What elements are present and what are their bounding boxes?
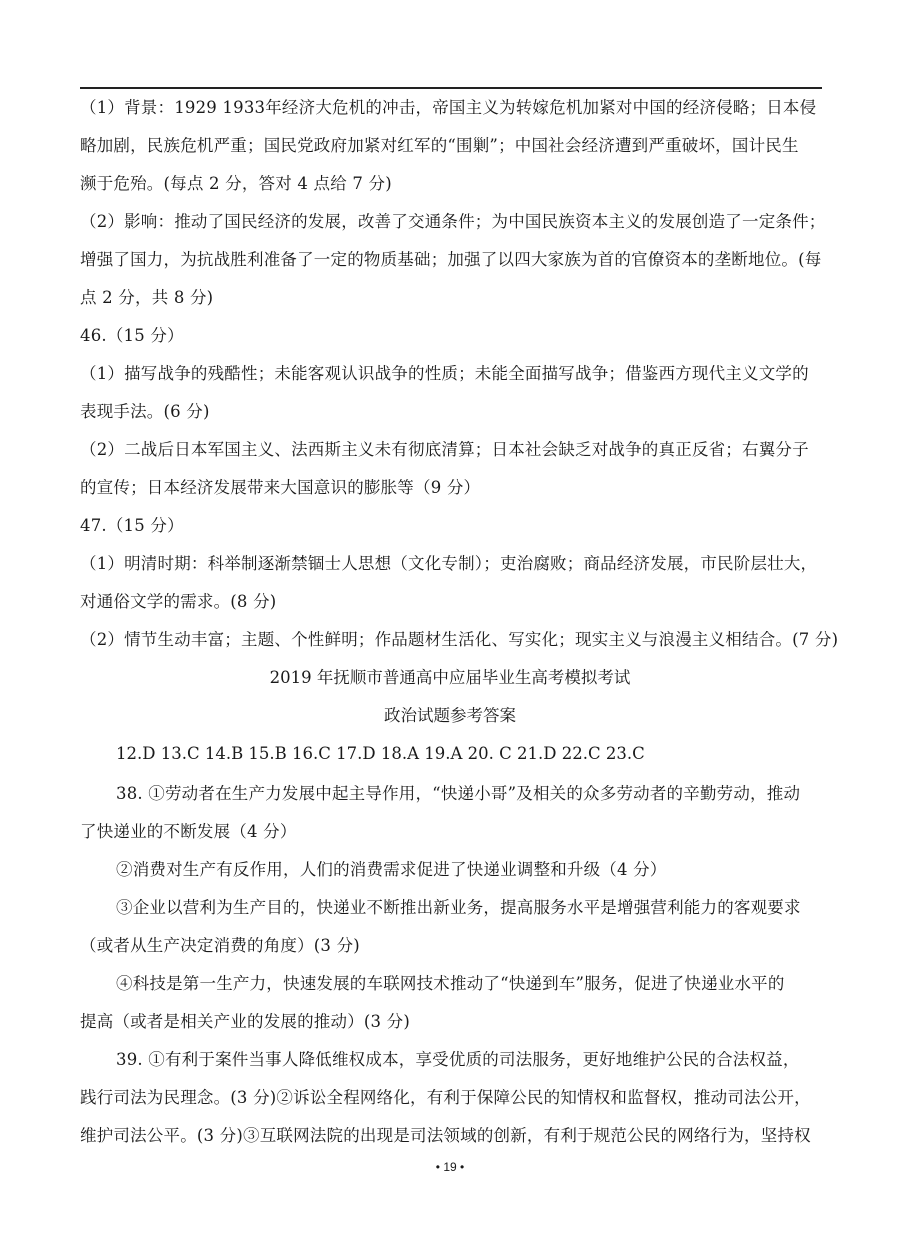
text-line: （2）情节生动丰富；主题、个性鲜明；作品题材生活化、写实化；现实主义与浪漫主义相结合。(7 分) — [80, 630, 839, 649]
multiple-choice-answers: 12.D 13.C 14.B 15.B 16.C 17.D 18.A 19.A 20. C 21.D 22.C 23.C — [116, 744, 645, 763]
text-line: 提高（或者是相关产业的发展的推动）(3 分) — [80, 1012, 411, 1031]
page-number: • 19 • — [435, 1160, 465, 1174]
text-line: 点 2 分，共 8 分) — [80, 288, 214, 307]
text-line: 的宣传；日本经济发展带来大国意识的膨胀等（9 分） — [80, 478, 481, 497]
text-line: ④科技是第一生产力，快速发展的车联网技术推动了“快递到车”服务，促进了快递业水平的 — [116, 974, 785, 993]
text-line: （或者从生产决定消费的角度）(3 分) — [80, 936, 360, 955]
text-line: 维护司法公平。(3 分)③互联网法院的出现是司法领域的创新，有利于规范公民的网络行为，坚持权 — [80, 1126, 811, 1145]
question-heading: 46.（15 分） — [80, 326, 184, 345]
text-line: （1）描写战争的残酷性；未能客观认识战争的性质；未能全面描写战争；借鉴西方现代主义文学的 — [80, 364, 809, 383]
text-line: 对通俗文学的需求。(8 分) — [80, 592, 277, 611]
text-line: ②消费对生产有反作用，人们的消费需求促进了快递业调整和升级（4 分） — [116, 860, 667, 879]
text-line: 增强了国力，为抗战胜利准备了一定的物质基础；加强了以四大家族为首的官僚资本的垄断地位。(每 — [80, 250, 822, 269]
text-line: 表现手法。(6 分) — [80, 402, 210, 421]
answer-key-title: 政治试题参考答案 — [384, 706, 516, 725]
exam-title: 2019 年抚顺市普通高中应届毕业生高考模拟考试 — [269, 668, 631, 687]
text-line: 39. ①有利于案件当事人降低维权成本，享受优质的司法服务，更好地维护公民的合法权益， — [116, 1050, 800, 1069]
text-line: （2）二战后日本军国主义、法西斯主义未有彻底清算；日本社会缺乏对战争的真正反省；右翼分子 — [80, 440, 809, 459]
text-line: 濒于危殆。(每点 2 分，答对 4 点给 7 分) — [80, 174, 392, 193]
question-heading: 47.（15 分） — [80, 516, 184, 535]
text-line: 略加剧，民族危机严重；国民党政府加紧对红军的“围剿”；中国社会经济遭到严重破坏，国计民生 — [80, 136, 799, 155]
text-line: 了快递业的不断发展（4 分） — [80, 822, 297, 841]
text-line: 38. ①劳动者在生产力发展中起主导作用，“快递小哥”及相关的众多劳动者的辛勤劳动，推动 — [116, 784, 801, 803]
header-rule — [80, 87, 822, 89]
text-line: 践行司法为民理念。(3 分)②诉讼全程网络化，有利于保障公民的知情权和监督权，推动司法公开， — [80, 1088, 811, 1107]
text-line: ③企业以营利为生产目的，快递业不断推出新业务，提高服务水平是增强营利能力的客观要求 — [116, 898, 801, 917]
text-line: （1）明清时期：科举制逐渐禁锢士人思想（文化专制）；吏治腐败；商品经济发展，市民阶层壮大， — [80, 554, 818, 573]
text-line: （2）影响：推动了国民经济的发展，改善了交通条件；为中国民族资本主义的发展创造了一定条件； — [80, 212, 826, 231]
text-line: （1）背景：1929 1933年经济大危机的冲击，帝国主义为转嫁危机加紧对中国的经济侵略；日本侵 — [80, 98, 817, 117]
